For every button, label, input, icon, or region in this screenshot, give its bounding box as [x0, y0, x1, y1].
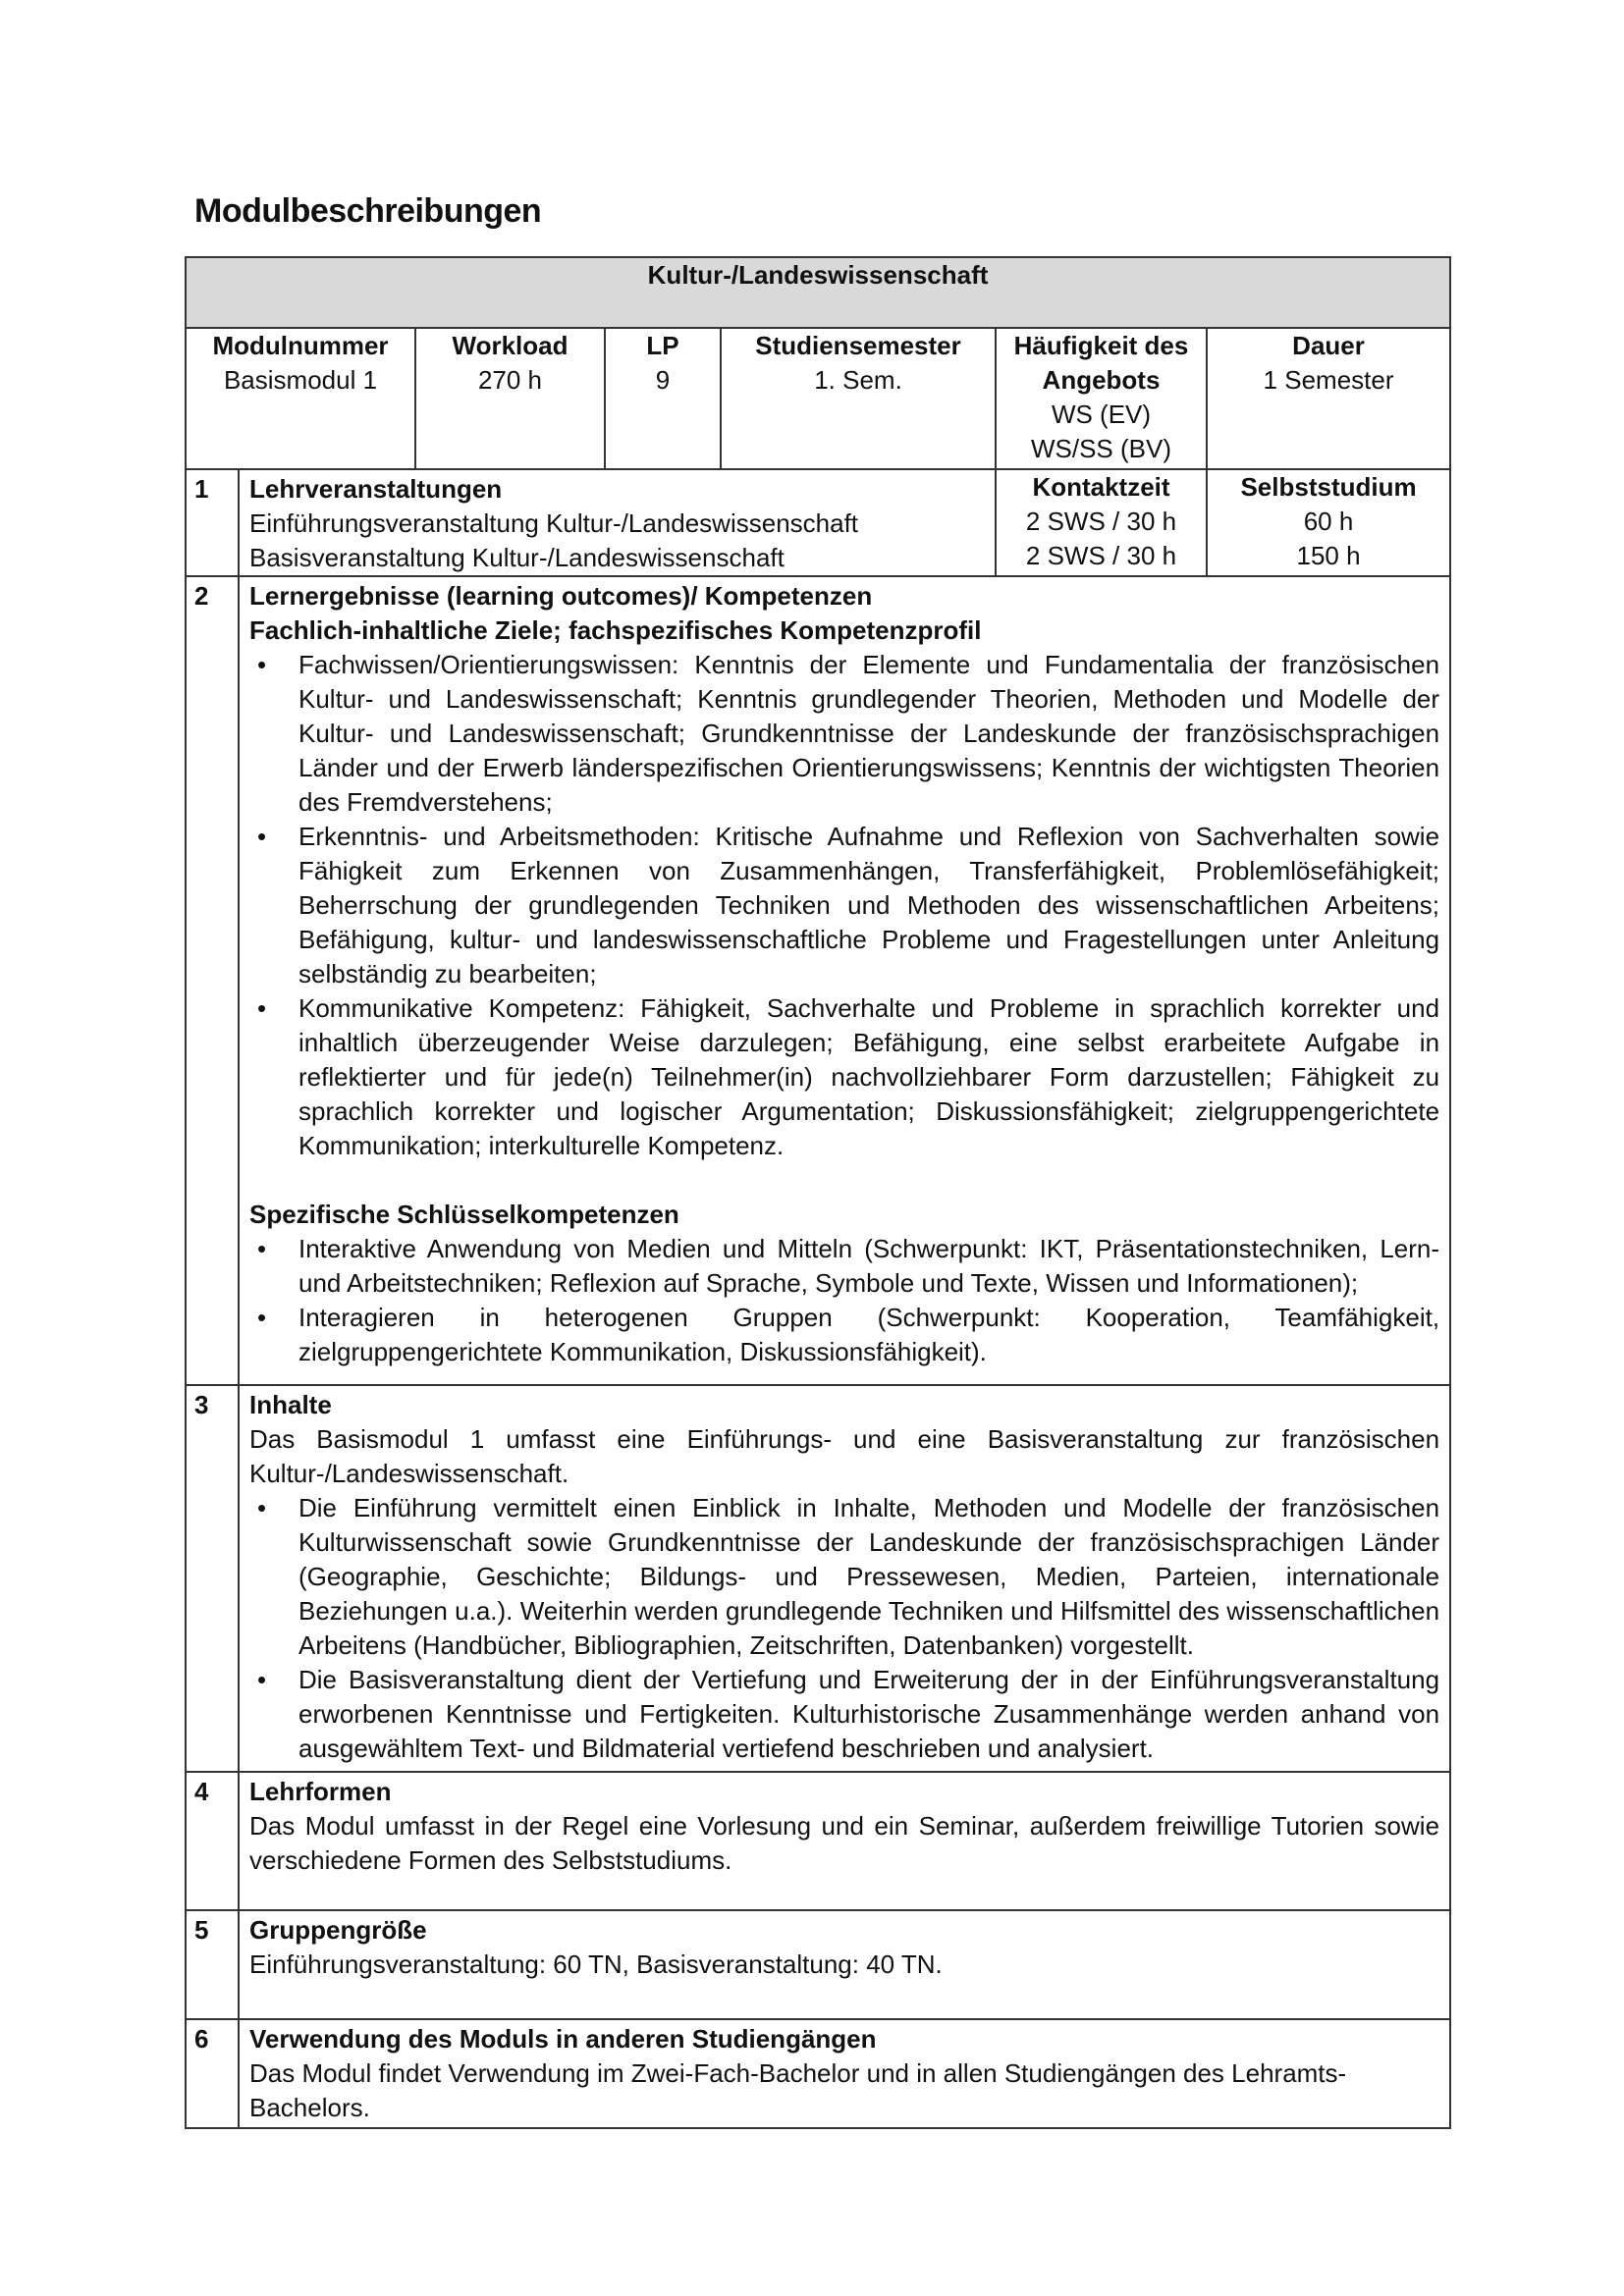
selbststudium-value: 150 h	[1296, 541, 1361, 570]
key-competences-list	[249, 1232, 1439, 1369]
list-item: • Kommunikative Kompetenz: Fähigkeit, Sachverhalte und Probleme in sprachlich korrekter und inhaltlich überzeugender Weise darzulegen; Befähigung, eine selbst erarbeitete Aufgabe in reflektierter und für jede(n) Teilnehmer(in) nachvollziehbarer Form darzustellen; Fähigkeit zu sprachlich korrekter und logischer Argumentation; Diskussionsfähigkeit; zielgruppengerichtete Kommunikation; interkulturelle Kompetenz.	[249, 991, 1439, 1163]
workload-label: Workload	[452, 331, 568, 360]
section-text: Das Basismodul 1 umfasst eine Einführungs- und eine Basisveranstaltung zur französischen Kultur-/Landeswissenschaft.	[249, 1424, 1440, 1488]
teaching-forms-cell	[239, 1772, 1450, 1910]
section-title: Inhalte	[249, 1390, 332, 1419]
semester-label: Studiensemester	[755, 331, 961, 360]
semester-value: 1. Sem.	[814, 365, 902, 395]
section-5-row	[186, 1910, 1450, 2019]
selbststudium-cell	[1207, 469, 1450, 576]
section-4-row	[186, 1772, 1450, 1910]
haeufigkeit-label-1: Häufigkeit des	[1013, 331, 1189, 360]
workload-cell	[415, 328, 605, 469]
kontaktzeit-label: Kontaktzeit	[1032, 472, 1170, 502]
haeufigkeit-label-2: Angebots	[1042, 365, 1161, 395]
course-name: Basisveranstaltung Kultur-/Landeswissenschaft	[249, 543, 785, 572]
selbststudium-value: 60 h	[1303, 507, 1354, 536]
section-title: Lernergebnisse (learning outcomes)/ Kompetenzen	[249, 581, 873, 611]
section-number: 2	[186, 576, 239, 1385]
page-title: Modulbeschreibungen	[194, 192, 542, 230]
section-6-row	[186, 2019, 1450, 2128]
dauer-value: 1 Semester	[1263, 365, 1394, 395]
module-name: Kultur-/Landeswissenschaft	[186, 257, 1450, 328]
section-subtitle: Fachlich-inhaltliche Ziele; fachspezifisches Kompetenzprofil	[249, 615, 982, 645]
contents-list	[249, 1491, 1439, 1766]
kontaktzeit-value: 2 SWS / 30 h	[1025, 541, 1177, 570]
haeufigkeit-value-1: WS (EV)	[1051, 400, 1152, 429]
list-item: • Erkenntnis- und Arbeitsmethoden: Kritische Aufnahme und Reflexion von Sachverhalten sowie Fähigkeit zum Erkennen von Zusammenhängen, Transferfähigkeit, Problemlösefähigkeit; Beherrschung der grundlegenden Techniken und Methoden des wissenschaftlichen Arbeitens; Befähigung, kultur- und landeswissenschaftliche Probleme und Fragestellungen unter Anleitung selbständig zu bearbeiten;	[249, 820, 1439, 991]
module-info-row	[186, 328, 1450, 469]
outcomes-list	[249, 648, 1439, 1163]
section-text: Einführungsveranstaltung: 60 TN, Basisveranstaltung: 40 TN.	[249, 1949, 943, 1979]
modulnummer-cell	[186, 328, 415, 469]
section-text: Das Modul findet Verwendung im Zwei-Fach-Bachelor und in allen Studiengängen des Lehramts-Bachelors.	[249, 2058, 1347, 2122]
section-title: Verwendung des Moduls in anderen Studiengängen	[249, 2024, 877, 2054]
selbststudium-label: Selbststudium	[1240, 472, 1417, 502]
list-item: • Die Einführung vermittelt einen Einblick in Inhalte, Methoden und Modelle der französischen Kulturwissenschaft sowie Grundkenntnisse der Landeskunde der französischsprachigen Länder (Geographie, Geschichte; Bildungs- und Pressewesen, Medien, Parteien, internationale Beziehungen u.a.). Weiterhin werden grundlegende Techniken und Hilfsmittel des wissenschaftlichen Arbeitens (Handbücher, Bibliographien, Zeitschriften, Datenbanken) vorgestellt.	[249, 1491, 1439, 1663]
section-number: 4	[186, 1772, 239, 1910]
section-1-row	[186, 469, 1450, 576]
haeufigkeit-cell	[996, 328, 1207, 469]
courses-cell	[239, 469, 996, 576]
lp-cell	[605, 328, 721, 469]
section-title: Lehrformen	[249, 1777, 392, 1806]
modulnummer-value: Basismodul 1	[223, 365, 378, 395]
list-item: • Die Basisveranstaltung dient der Vertiefung und Erweiterung der in der Einführungsveranstaltung erworbenen Kenntnisse und Fertigkeiten. Kulturhistorische Zusammenhänge werden anhand von ausgewähltem Text- und Bildmaterial vertiefend beschrieben und analysiert.	[249, 1663, 1439, 1766]
semester-cell	[721, 328, 996, 469]
section-number: 3	[186, 1385, 239, 1772]
section-number: 5	[186, 1910, 239, 2019]
section-title: Lehrveranstaltungen	[249, 474, 503, 504]
learning-outcomes-cell	[239, 576, 1450, 1385]
section-3-row	[186, 1385, 1450, 1772]
dauer-cell	[1207, 328, 1450, 469]
section-subtitle: Spezifische Schlüsselkompetenzen	[249, 1200, 679, 1229]
contents-cell	[239, 1385, 1450, 1772]
usage-cell	[239, 2019, 1450, 2128]
section-title: Gruppengröße	[249, 1915, 427, 1945]
section-number: 1	[186, 469, 239, 576]
kontaktzeit-cell	[996, 469, 1207, 576]
list-item: • Interaktive Anwendung von Medien und Mitteln (Schwerpunkt: IKT, Präsentationstechniken, Lern- und Arbeitstechniken; Reflexion auf Sprache, Symbole und Texte, Wissen und Informationen);	[249, 1232, 1439, 1301]
list-item: • Fachwissen/Orientierungswissen: Kenntnis der Elemente und Fundamentalia der französischen Kultur- und Landeswissenschaft; Kenntnis grundlegender Theorien, Methoden und Modelle der Kultur- und Landeswissenschaft; Grundkenntnisse der Landeskunde der französischsprachigen Länder und der Erwerb länderspezifischen Orientierungswissens; Kenntnis der wichtigsten Theorien des Fremdverstehens;	[249, 648, 1439, 820]
course-name: Einführungsveranstaltung Kultur-/Landeswissenschaft	[249, 508, 859, 538]
section-number: 6	[186, 2019, 239, 2128]
section-text: Das Modul umfasst in der Regel eine Vorlesung und ein Seminar, außerdem freiwillige Tutorien sowie verschiedene Formen des Selbststudiums.	[249, 1811, 1440, 1875]
module-header-row	[186, 257, 1450, 328]
group-size-cell	[239, 1910, 1450, 2019]
section-2-row	[186, 576, 1450, 1385]
haeufigkeit-value-2: WS/SS (BV)	[1030, 434, 1171, 463]
modulnummer-label: Modulnummer	[212, 331, 389, 360]
lp-value: 9	[655, 365, 671, 395]
lp-label: LP	[646, 331, 679, 360]
list-item: • Interagieren in heterogenen Gruppen (Schwerpunkt: Kooperation, Teamfähigkeit, zielgruppengerichtete Kommunikation, Diskussionsfähigkeit).	[249, 1301, 1439, 1369]
module-table	[185, 256, 1451, 2129]
workload-value: 270 h	[477, 365, 543, 395]
dauer-label: Dauer	[1292, 331, 1365, 360]
kontaktzeit-value: 2 SWS / 30 h	[1025, 507, 1177, 536]
